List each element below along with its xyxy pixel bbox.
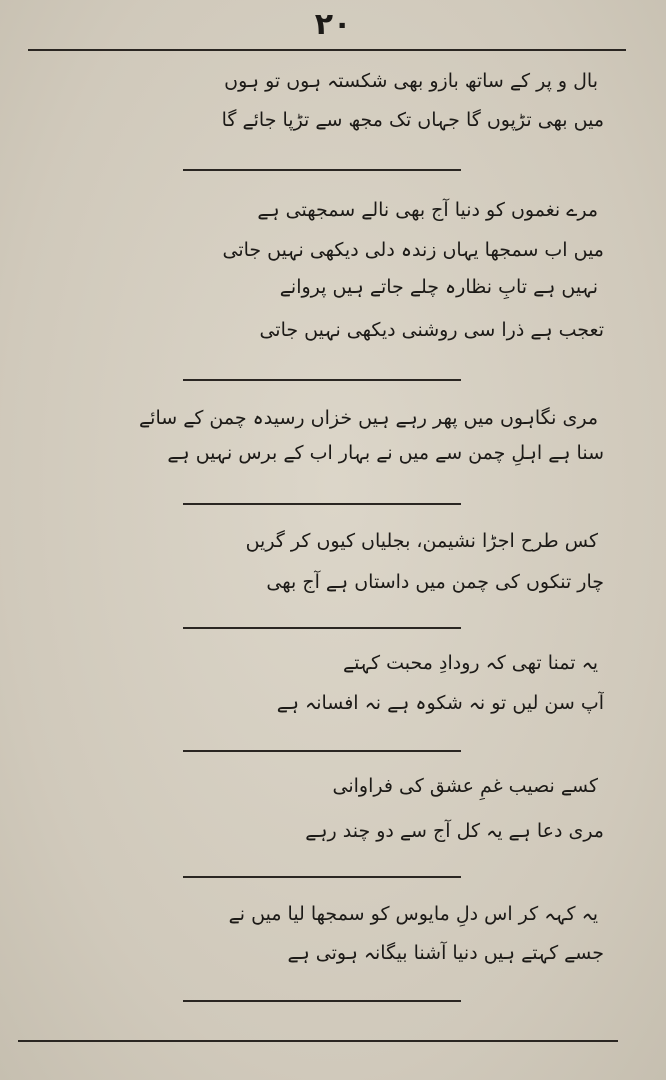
couplet-divider xyxy=(183,876,461,878)
couplet-2-line-2: میں اب سمجھا یہاں زندہ دلی دیکھی نہیں جاتی xyxy=(222,239,604,261)
couplet-divider xyxy=(183,1000,461,1002)
couplet-divider xyxy=(183,627,461,629)
couplet-8-line-2: جسے کہتے ہیں دنیا آشنا بیگانہ ہوتی ہے xyxy=(287,942,604,964)
couplet-divider xyxy=(183,503,461,505)
couplet-4-line-2: سنا ہے اہلِ چمن سے میں نے بہار اب کے برس نہیں ہے xyxy=(167,442,604,464)
couplet-7-line-2: مری دعا ہے یہ کل آج سے دو چند رہے xyxy=(305,820,604,842)
couplet-1-line-1: بال و پر کے ساتھ بازو بھی شکستہ ہوں تو ہوں xyxy=(224,70,598,92)
top-rule xyxy=(28,49,626,51)
couplet-4-line-1: مری نگاہوں میں پھر رہے ہیں خزاں رسیدہ چمن کے سائے xyxy=(139,407,598,429)
couplet-divider xyxy=(183,169,461,171)
couplet-8-line-1: یہ کہہ کر اس دلِ مایوس کو سمجھا لیا میں نے xyxy=(228,903,598,925)
couplet-divider xyxy=(183,379,461,381)
couplet-7-line-1: کسے نصیب غمِ عشق کی فراوانی xyxy=(332,775,598,797)
couplet-3-line-2: تعجب ہے ذرا سی روشنی دیکھی نہیں جاتی xyxy=(259,319,604,341)
couplet-6-line-2: آپ سن لیں تو نہ شکوہ ہے نہ افسانہ ہے xyxy=(276,692,604,714)
couplet-3-line-1: نہیں ہے تابِ نظارہ چلے جاتے ہیں پروانے xyxy=(279,276,598,298)
couplet-5-line-2: چار تنکوں کی چمن میں داستاں ہے آج بھی xyxy=(266,571,604,593)
couplet-6-line-1: یہ تمنا تھی کہ رودادِ محبت کہتے xyxy=(343,652,598,674)
couplet-1-line-2: میں بھی تڑپوں گا جہاں تک مجھ سے تڑپا جائے گا xyxy=(221,109,604,131)
couplet-2-line-1: مرے نغموں کو دنیا آج بھی نالے سمجھتی ہے xyxy=(257,199,598,221)
page-number: ۲۰ xyxy=(314,7,352,42)
couplet-divider xyxy=(183,750,461,752)
couplet-5-line-1: کس طرح اجڑا نشیمن، بجلیاں کیوں کر گریں xyxy=(245,530,598,552)
bottom-rule xyxy=(18,1040,618,1042)
